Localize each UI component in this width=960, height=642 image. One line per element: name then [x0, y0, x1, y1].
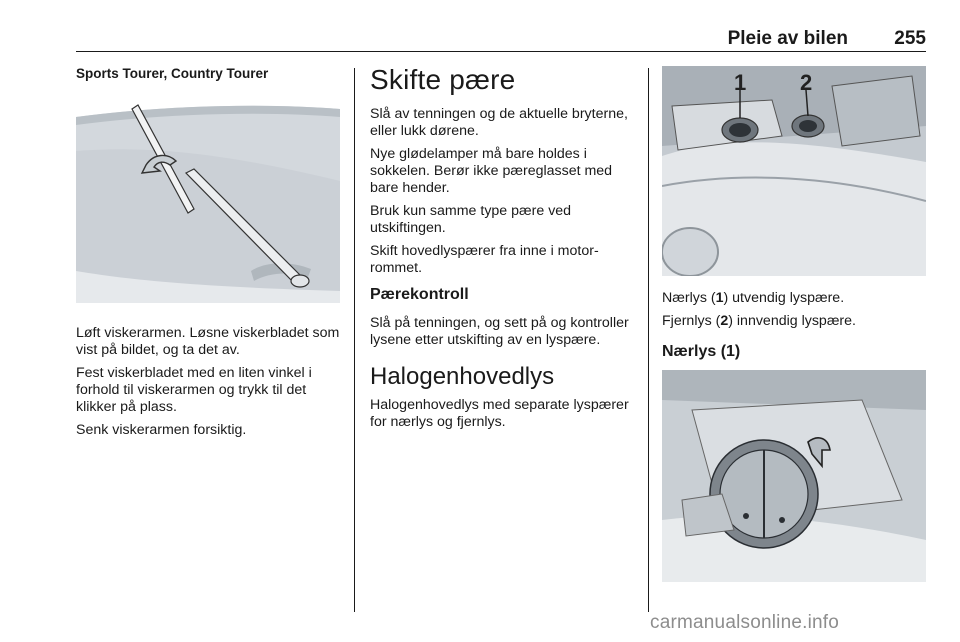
callout-1-label: 1	[734, 70, 747, 95]
bulb-text-2: Nye glødelamper må bare holdes i sokkelen. Berør ikke pæreglasset med bare hender.	[370, 146, 613, 196]
low-beam-cover-illustration	[662, 370, 926, 582]
header-divider	[76, 51, 926, 52]
bulb-check-text: Slå på tenningen, og sett på og kontroller lysene etter utskifting av en lyspære.	[370, 315, 629, 348]
column-divider-2	[648, 68, 649, 612]
callout-2-label: 2	[800, 70, 813, 95]
halogen-heading: Halogenhovedlys	[370, 363, 555, 390]
wiper-text-2: Fest viskerbladet med en liten vinkel i forhold til viskerarmen og trykk til det klikker på plass.	[76, 365, 312, 415]
wiper-text-3: Senk viskerarmen forsiktig.	[76, 422, 247, 438]
column-headlamps	[662, 66, 926, 582]
bulb-text-1: Slå av tenningen og de aktuelle bryterne, eller lukk dørene.	[370, 106, 628, 139]
halogen-text: Halogenhovedlys med separate lyspærer for nærlys og fjernlys.	[370, 397, 629, 430]
legend-high-beam: Fjernlys (2) innvendig lyspære.	[662, 313, 856, 329]
bulb-text-4: Skift hovedlyspærer fra inne i motorrommet.	[370, 243, 599, 276]
bulb-text-3: Bruk kun samme type pære ved utskiftingen.	[370, 203, 572, 236]
wiper-text-1: Løft viskerarmen. Løsne viskerbladet som vist på bildet, og ta det av.	[76, 325, 340, 358]
column-bulb-replacement	[370, 66, 636, 437]
bulb-check-heading: Pærekontroll	[370, 286, 469, 303]
section-title: Skifte pære	[370, 64, 516, 95]
low-beam-heading: Nærlys (1)	[662, 343, 741, 360]
chapter-title: Pleie av bilen	[727, 28, 848, 49]
watermark: carmanualsonline.info	[650, 612, 840, 633]
column-divider-1	[354, 68, 355, 612]
wiper-blade-illustration	[76, 91, 340, 303]
column-wiper	[76, 66, 340, 445]
legend-low-beam: Nærlys (1) utvendig lyspære.	[662, 290, 845, 306]
model-subtitle: Sports Tourer, Country Tourer	[76, 66, 269, 81]
engine-bay-headlamp-illustration	[662, 66, 926, 276]
page-number: 255	[894, 28, 926, 49]
